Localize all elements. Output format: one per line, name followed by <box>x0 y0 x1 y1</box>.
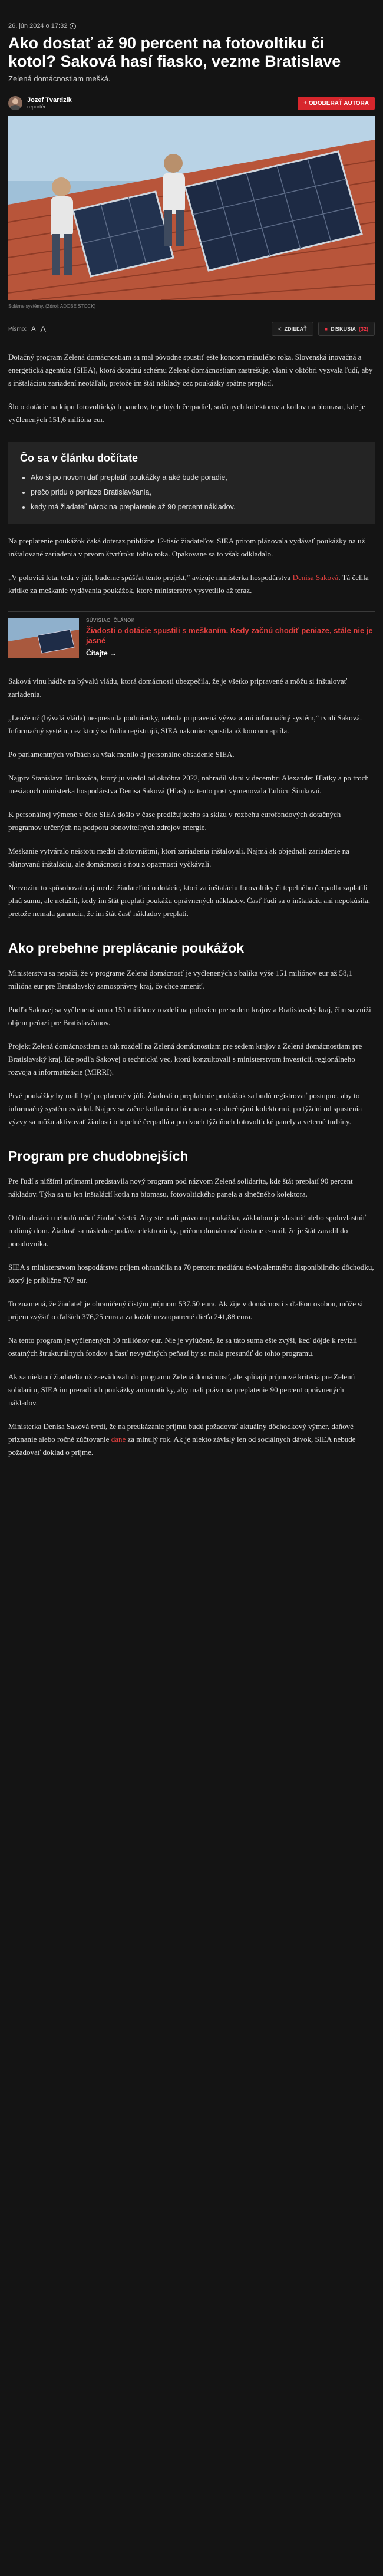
summary-item: • Ako si po novom dať preplatiť poukážky a aké bude poradie, <box>31 472 363 484</box>
paragraph: Po parlamentných voľbách sa však menilo aj personálne obsadenie SIEA. <box>8 750 235 759</box>
page-bottom-spacer <box>8 1459 375 1473</box>
hero-caption: Solárne systémy. (Zdroj: ADOBE STOCK) <box>8 304 96 309</box>
paragraph: Dotačný program Zelená domácnostiam sa mal pôvodne spustiť ešte koncom minulého roka. Slovenská inovačná a energetická agentúra (SIEA), ktorá dotačnú schému Zelená domácnostiam zastrešuje, vlani v októbri vyzvala ľudí, aby s inštaláciou zariadení neotáľali, pretože im štát náklady cez poukážky spätne preplatí. <box>8 353 373 387</box>
paragraph: Pre ľudí s nižšími príjmami predstavila nový program pod názvom Zelená solidarita, kde štát preplatí 90 percent nákladov. Týka sa to len inštalácií kotla na biomasu, fotovoltického panela a slnečného kolektora. <box>8 1177 353 1198</box>
paragraph: SIEA s ministerstvom hospodárstva príjem ohraničila na 70 percent mediánu ekvivalentného disponibilného dôchodku, ktorý je približne 767 eur. <box>8 1263 374 1284</box>
font-size-label: Písmo: <box>8 325 27 332</box>
paragraph: Ak sa niektorí žiadatelia už zaevidovali do programu Zelená domácnosť, ale spĺňajú príjmové kritéria pre Zelenú solidaritu, SIEA im preradí ich poukážky automaticky, aby mali právo na preplatenie 90 percent oprávnených nákladov. <box>8 1372 355 1407</box>
paragraph: Na tento program je vyčlenených 30 miliónov eur. Nie je vylúčené, že sa táto suma ešte zvýši, keď dôjde k revízii ostatných štrukturálnych fondov a časť nevyužitých peňazí by sa mala presunúť do tohto programu. <box>8 1336 358 1358</box>
tag-link[interactable]: dane <box>111 1435 126 1444</box>
read-more-link[interactable]: Čítajte → <box>86 649 117 657</box>
section-heading: Program pre chudobnejších <box>8 1148 189 1164</box>
paragraph <box>8 571 375 597</box>
share-label: ZDIEĽAŤ <box>284 326 307 332</box>
font-increase-button[interactable]: A <box>40 324 46 334</box>
avatar[interactable] <box>8 96 22 110</box>
paragraph: Podľa Sakovej sa vyčlenená suma 151 miliónov rozdelí na polovicu pre sedem krajov a Bratislavský kraj, čím sa zníži objem peňazí pre Bratislavčanov. <box>8 1005 371 1027</box>
solar-roof-illustration <box>8 116 375 300</box>
related-thumbnail[interactable] <box>8 618 79 658</box>
author-row <box>8 96 375 110</box>
article-toolbar <box>8 322 375 336</box>
publish-date: 26. jún 2024 o 17:32 <box>8 22 68 29</box>
author-block[interactable] <box>8 96 72 110</box>
discussion-label: DISKUSIA <box>330 326 356 332</box>
clock-icon <box>70 23 76 29</box>
related-label: SÚVISIACI ČLÁNOK <box>86 618 135 623</box>
paragraph: Nervozitu to spôsobovalo aj medzi žiadateľmi o dotácie, ktorí za inštaláciu fotovoltiky či tepelného čerpadla zaplatili plnú sumu, ale netušili, kedy im štát preplatí poukážu oprávnených nákladov. Časť ľudí sa o inštaláciu ani nepokúsila, pretože nemala garanciu, že im štát časť nákladov preplatí. <box>8 883 370 918</box>
follow-author-button[interactable]: + ODOBERAŤ AUTORA <box>298 97 375 110</box>
paragraph <box>8 1420 375 1459</box>
share-button[interactable] <box>272 322 313 336</box>
summary-item: • kedy má žiadateľ nárok na preplatenie až 90 percent nákladov. <box>31 501 363 513</box>
summary-title: Čo sa v článku dočítate <box>20 452 138 464</box>
share-icon: < <box>278 326 282 332</box>
author-name[interactable]: Jozef Tvardzík <box>27 97 72 104</box>
paragraph: Prvé poukážky by mali byť preplatené v júli. Žiadosti o preplatenie poukážok sa budú registrovať postupne, aby to informačný systém zvládol. Najprv sa začne kotlami na biomasu a so slnečnými kolektormi, po týždni od spustenia výzvy sa môžu aktivovať žiadosti o tepelné čerpadlá a po dvoch týždňoch fotovoltické panely a veterné turbíny. <box>8 1091 362 1126</box>
paragraph: Ministerstvu sa nepáči, že v programe Zelená domácnosť je vyčlenených z balíka výše 151 miliónov eur až 58,1 milióna eur pre Bratislavský samosprávny kraj, čo chce zmeniť. <box>8 969 353 990</box>
paragraph-text: za minulý rok. Ak je niekto závislý len od sociálnych dávok, SIEA nebude požadovať doklad o príjme. <box>8 1435 356 1457</box>
summary-list <box>20 472 363 513</box>
paragraph: „Lenže už (bývalá vláda) nespresnila podmienky, nebola pripravená výzva a ani informačný systém,“ tvrdí Saková. Informačný systém, cez ktorý sa ľudia registrujú, SIEA nakoniec spustila až koncom apríla. <box>8 713 362 735</box>
related-title[interactable]: Žiadosti o dotácie spustili s meškaním. Kedy začnú chodiť peniaze, stále nie je jasné <box>86 626 373 645</box>
section-heading: Ako prebehne preplácanie poukážok <box>8 940 245 956</box>
author-role: reportér <box>27 104 46 110</box>
discussion-count: (32) <box>358 326 368 332</box>
paragraph: To znamená, že žiadateľ je ohraničený čistým príjmom 537,50 eura. Ak žije v domácnosti s ďalšou osobou, môže si príjem zvýšiť o ďalších 376,25 eura a za každé nezaopatrené dieťa 241,88 eura. <box>8 1299 363 1321</box>
hero-image[interactable] <box>8 116 375 300</box>
comment-icon: ■ <box>324 326 328 332</box>
paragraph-text: . Tá čelila kritike za meškanie vydávania poukážok, ktoré ministerstvo vysvetlilo až teraz. <box>8 573 369 595</box>
paragraph: Saková vinu hádže na bývalú vládu, ktorá domácnosti ubezpečila, že je všetko pripravené a môžu si inštalovať zariadenia. <box>8 677 348 699</box>
article-summary-box <box>8 442 375 524</box>
related-thumbnail-image <box>8 618 79 658</box>
article-meta <box>8 0 375 29</box>
paragraph: Najprv Stanislava Jurikovíča, ktorý ju viedol od októbra 2022, nahradil vlani v decembri Alexander Hlatky a po troch mesiacoch ministerka hospodárstva Denisa Saková (Hlas) na tento post vymenovala Ľubicu Šimkovú. <box>8 773 369 795</box>
related-article[interactable] <box>8 611 375 664</box>
paragraph: Projekt Zelená domácnostiam sa tak rozdelí na Zelená domácnostiam pre sedem krajov a Zelená domácnostiam pre Bratislavský kraj. Ide podľa Sakovej o technickú vec, ktorú konzultovali s ministerstvom investícií, regionálneho rozvoja a informatizácie (MIRRI). <box>8 1042 362 1076</box>
paragraph-text: Ministerka Denisa Saková tvrdí, že na preukázanie príjmu budú požadovať aktuálny dôchodkový výmer, daňové priznanie alebo ročné zúčtovanie <box>8 1422 354 1444</box>
font-size-control <box>8 324 46 334</box>
discussion-button[interactable] <box>318 322 375 336</box>
related-body <box>86 618 375 658</box>
paragraph: K personálnej výmene v čele SIEA došlo v čase predlžujúceho sa sklzu v rozbehu eurofondových dotačných programov určených na podporu obnoviteľných zdrojov energie. <box>8 810 341 832</box>
summary-item: • prečo pridu o peniaze Bratislavčania, <box>31 486 363 499</box>
person-link[interactable]: Denisa Saková <box>292 573 339 582</box>
paragraph-text: „V polovici leta, teda v júli, budeme spúšťat tento projekt,“ avizuje ministerka hospodárstva <box>8 573 293 582</box>
paragraph: Šlo o dotácie na kúpu fotovoltických panelov, tepelných čerpadiel, solárnych kolektorov a kotlov na biomasu, kde je vyčlenených 151,6 milióna eur. <box>8 402 366 424</box>
paragraph: Na preplatenie poukážok čaká doteraz približne 12-tisíc žiadateľov. SIEA pritom plánovala vydávať poukážky na už inštalované zariadenia v prvom štvrťroku tohto roka. Opakovane sa to však odkladalo. <box>8 536 365 558</box>
article-title: Ako dostať až 90 percent na fotovoltiku či kotol? Saková hasí fiasko, vezme Bratislave <box>8 34 341 70</box>
paragraph: Meškanie vytváralo neistotu medzi chotovníštmi, ktorí zariadenia inštalovali. Najmä ak objednali zariadenie na plánovanú inštaláciu, ale domácnosti s ňou z opatrnosti vyčkávali. <box>8 846 350 868</box>
toolbar-actions <box>272 322 375 336</box>
font-decrease-button[interactable]: A <box>31 325 36 332</box>
article-subtitle: Zelená domácnostiam mešká. <box>8 74 111 83</box>
paragraph: O túto dotáciu nebudú môcť žiadať všetci. Aby ste mali právo na poukážku, základom je vlastniť alebo spoluvlastniť rodinný dom. Žiadosť sa následne podáva elektronicky, pričom domácnosť dostane e-mail, že je štát zaradil do poradovníka. <box>8 1213 367 1248</box>
